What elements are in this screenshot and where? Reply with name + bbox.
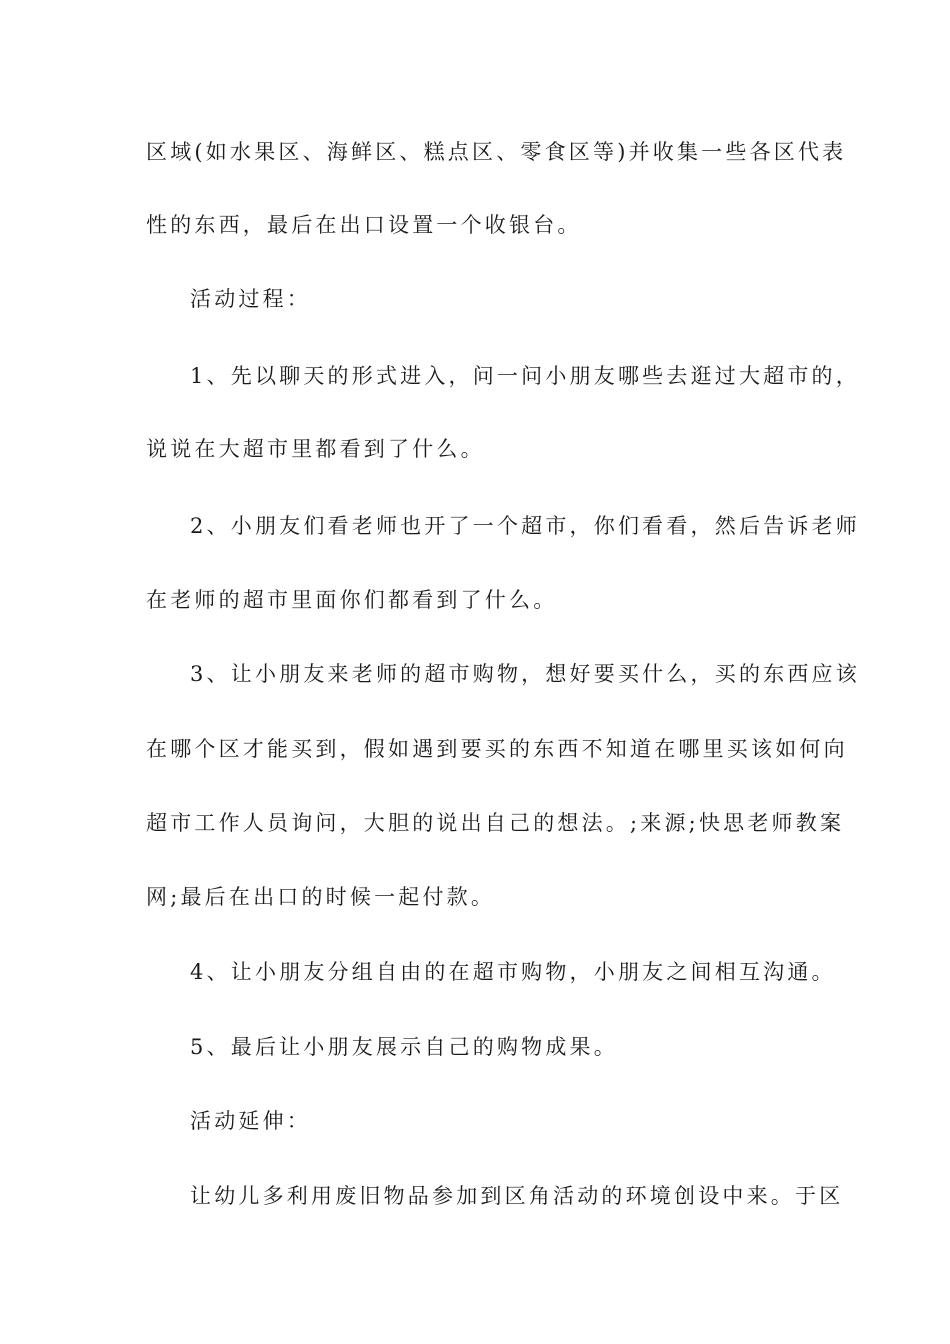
text-line-2: 性的东西，最后在出口设置一个收银台。: [146, 213, 582, 237]
step-5-line-1: 5、最后让小朋友展示自己的购物成果。: [190, 1035, 618, 1059]
step-1-line-1: 1、先以聊天的形式进入，问一问小朋友哪些去逛过大超市的，: [190, 364, 860, 388]
step-1-line-2: 说说在大超市里都看到了什么。: [146, 437, 485, 461]
step-2-line-1: 2、小朋友们看老师也开了一个超市，你们看看，然后告诉老师: [190, 514, 860, 538]
text-line-1: 区域(如水果区、海鲜区、糕点区、零食区等)并收集一些各区代表: [146, 140, 847, 164]
section-heading-process: 活动过程：: [190, 287, 311, 311]
step-3-line-2: 在哪个区才能买到，假如遇到要买的东西不知道在哪里买该如何向: [146, 737, 848, 761]
section-heading-extension: 活动延伸：: [190, 1109, 311, 1133]
step-3-line-4: 网;最后在出口的时候一起付款。: [146, 885, 496, 909]
extension-line-1: 让幼儿多利用废旧物品参加到区角活动的环境创设中来。于区: [190, 1184, 844, 1208]
step-4-line-1: 4、让小朋友分组自由的在超市购物，小朋友之间相互沟通。: [190, 960, 836, 984]
step-3-line-3: 超市工作人员询问，大胆的说出自己的想法。;来源;快思老师教案: [146, 811, 845, 835]
step-2-line-2: 在老师的超市里面你们都看到了什么。: [146, 588, 558, 612]
step-3-line-1: 3、让小朋友来老师的超市购物，想好要买什么，买的东西应该: [190, 662, 860, 686]
